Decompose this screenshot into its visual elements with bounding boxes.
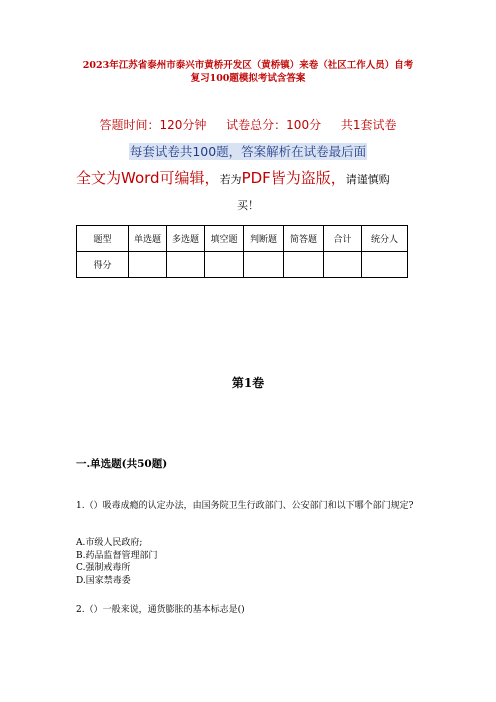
- option-b: B.药品监督管理部门: [76, 550, 158, 561]
- score-cell: [129, 252, 167, 278]
- warning-word-editable: 全文为Word可编辑，: [76, 169, 220, 187]
- notice-text: 每套试卷共100题，答案解析在试卷最后面: [129, 144, 367, 159]
- row-label-score: 得分: [77, 252, 129, 278]
- warning: [76, 164, 420, 212]
- title-line-2: 复习100题模拟考试含答案: [190, 73, 306, 84]
- question-1-text: 1.（）吸毒成瘾的认定办法，由国务院卫生行政部门、公安部门和以下哪个部门规定?: [76, 501, 414, 511]
- score-cell: [284, 252, 324, 278]
- header-question-type: 题型: [77, 226, 129, 252]
- header-short-answer: 简答题: [284, 226, 324, 252]
- part-title: 一.单选题(共50题): [76, 458, 168, 470]
- header-total: 合计: [324, 226, 362, 252]
- score-cell: [244, 252, 284, 278]
- option-c: C.强制戒毒所: [76, 563, 131, 573]
- option-a: A.市级人民政府;: [76, 538, 143, 548]
- score-cell: [205, 252, 244, 278]
- header-single-choice: 单选题: [129, 226, 167, 252]
- document-title: [70, 59, 426, 85]
- header-fill-blank: 填空题: [205, 226, 244, 252]
- option-d: D.国家禁毒委: [76, 575, 131, 586]
- warning-if: 若为: [219, 173, 242, 186]
- header-multiple-choice: 多选题: [167, 226, 205, 252]
- score-cell: [362, 252, 408, 278]
- exam-time: 答题时间：120分钟: [99, 118, 207, 132]
- warning-buy-carefully: 请谨慎购: [345, 173, 390, 186]
- warning-end: 买！: [237, 199, 259, 212]
- exam-sets: 共1套试卷: [340, 118, 397, 132]
- score-cell: [167, 252, 205, 278]
- warning-pdf-pirated: PDF皆为盗版，: [241, 169, 346, 187]
- section-title: 第1卷: [231, 376, 265, 390]
- score-table-score-row: [77, 252, 408, 278]
- exam-total-score: 试卷总分：100分: [226, 118, 322, 132]
- notice: [0, 141, 496, 160]
- exam-info: [0, 116, 496, 133]
- score-table: [76, 225, 408, 278]
- header-scorer: 统分人: [362, 226, 408, 252]
- score-table-header-row: [77, 226, 408, 252]
- question-2-text: 2.（）一般来说，通货膨胀的基本标志是(): [76, 605, 245, 615]
- header-true-false: 判断题: [244, 226, 284, 252]
- score-cell: [324, 252, 362, 278]
- title-line-1: 2023年江苏省泰州市泰兴市黄桥开发区（黄桥镇）来卷（社区工作人员）自考: [82, 60, 414, 71]
- question-1-options: [76, 537, 157, 587]
